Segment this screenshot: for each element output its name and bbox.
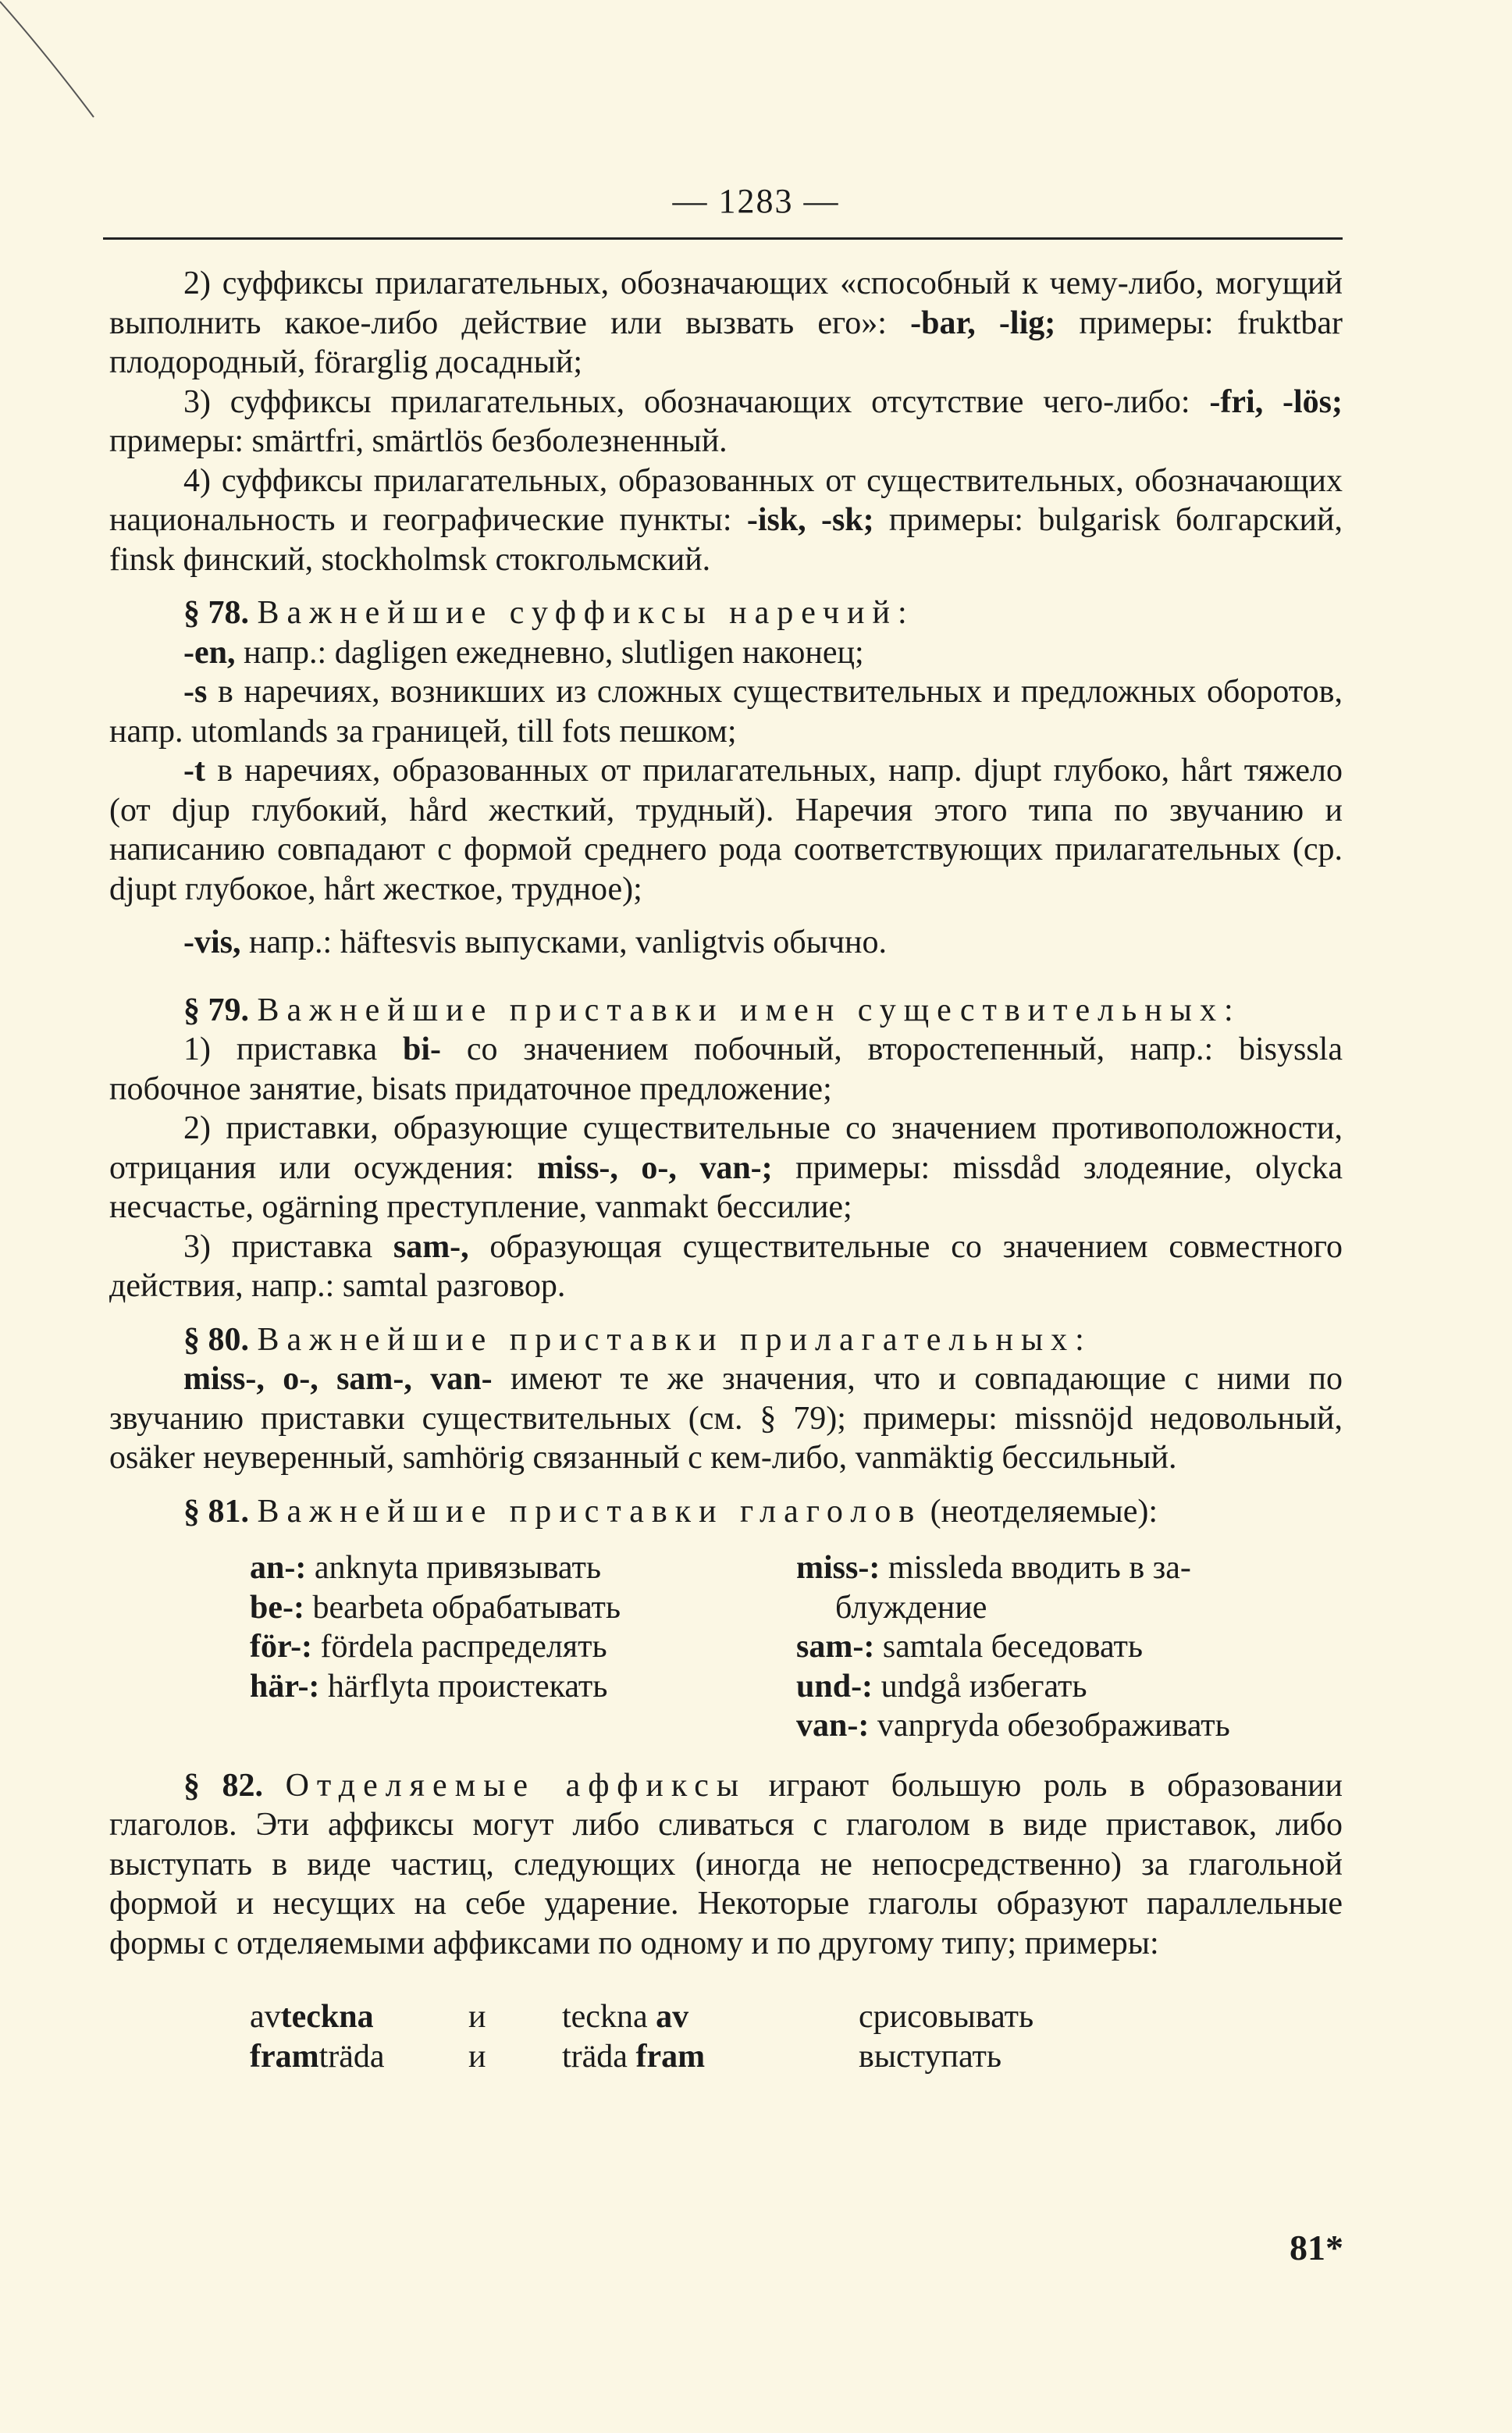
list-item: van-: vanpryda обезображивать (796, 1708, 1230, 1744)
page-body (109, 264, 1343, 2076)
section-80-heading: § 80. Важнейшие приставки прилагательных: (183, 1321, 1092, 1358)
adverb-suffix-vis: -vis, напр.: häftesvis выпусками, vanligtvis обычно. (183, 924, 887, 960)
header-rule (103, 237, 1343, 240)
page-number: — 1283 — (672, 182, 840, 220)
verb-prefix-list (250, 1548, 1343, 1746)
verb-pair-table (250, 1997, 1343, 2076)
section-78-heading: § 78. Важнейшие суффиксы наречий: (183, 595, 915, 631)
paragraph-suffix-3: 3) суффиксы прилагательных, обозначающих отсутствие чего-либо: -fri, -lös; примеры: smärtfri, smärtlös безболезненный. (109, 383, 1343, 459)
list-item: be-: bearbeta обрабатывать (250, 1589, 621, 1626)
list-item: sam-: samtala беседовать (796, 1629, 1144, 1665)
adverb-suffix-en: -en, напр.: dagligen ежедневно, slutligen наконец; (183, 634, 864, 671)
verb-prefix-column-left (250, 1548, 796, 1746)
list-item: miss-: missleda вводить в за- (796, 1550, 1191, 1586)
section-81-heading: § 81. Важнейшие приставки глаголов (неотделяемые): (183, 1493, 1158, 1530)
adverb-suffix-t: -t в наречиях, образованных от прилагательных, напр. djupt глубоко, hårt тяжело (от djup глубокий, hård жесткий, трудный). Наречия этого типа по звучанию и написанию совпадают с формой среднего рода соответствующих прилагательных (ср. djupt глубокое, hårt жесткое, трудное); (109, 753, 1343, 907)
noun-prefix-1: 1) приставка bi- со значением побочный, второстепенный, напр.: bisyssla побочное занятие, bisats придаточное предложение; (109, 1031, 1343, 1107)
adjective-prefix-text: miss-, o-, sam-, van- имеют те же значения, что и совпадающие с ними по звучанию приставки существительных (см. § 79); примеры: missnöjd недовольный, osäker неуверенный, samhörig связанный с кем-либо, vanmäktig бессильный. (109, 1361, 1343, 1476)
paragraph-suffix-2: 2) суффиксы прилагательных, обозначающих «способный к чему-либо, могущий выполнить какое-либо действие или вызвать его»: -bar, -lig; примеры: fruktbar плодородный, förarglig досадный; (109, 265, 1343, 380)
table-row: framträda и träda fram выступать (250, 2038, 1002, 2075)
noun-prefix-3: 3) приставка sam-, образующая существительные со значением совместного действия, напр.: samtal разговор. (109, 1228, 1343, 1304)
list-item-continuation: блуждение (835, 1589, 987, 1626)
list-item: för-: fördela распределять (250, 1629, 607, 1665)
section-82-paragraph: § 82. Отделяемые аффиксы играют большую роль в образовании глаголов. Эти аффиксы могут либо сливаться с глаголом в виде приставок, либо выступать в виде частиц, следующих (иногда не непосредственно) за глагольной формой и несущих на себе ударение. Некоторые глаголы образуют параллельные формы с отделяемыми аффиксами по одному и по другому типу; примеры: (109, 1767, 1343, 1961)
list-item: und-: undgå избегать (796, 1668, 1087, 1705)
section-79-heading: § 79. Важнейшие приставки имен существительных: (183, 992, 1241, 1028)
noun-prefix-2: 2) приставки, образующие существительные со значением противоположности, отрицания или осуждения: miss-, o-, van-; примеры: missdåd злодеяние, olycka несчастье, ogärning преступление, vanmakt бессилие; (109, 1110, 1343, 1225)
table-row: avteckna и teckna av срисовывать (250, 1999, 1034, 2035)
page-corner-mark (0, 0, 156, 156)
verb-prefix-column-right (796, 1548, 1343, 1746)
signature-mark: 81* (1290, 2228, 1343, 2267)
list-item: här-: härflyta проистекать (250, 1668, 608, 1705)
paragraph-suffix-4: 4) суффиксы прилагательных, образованных от существительных, обозначающих национальность и географические пункты: -isk, -sk; примеры: bulgarisk болгарский, finsk финский, stockholmsk стокгольмский. (109, 462, 1343, 578)
adverb-suffix-s: -s в наречиях, возникших из сложных существительных и предложных оборотов, напр. utomlands за границей, till fots пешком; (109, 674, 1343, 750)
list-item: an-: anknyta привязывать (250, 1550, 601, 1586)
